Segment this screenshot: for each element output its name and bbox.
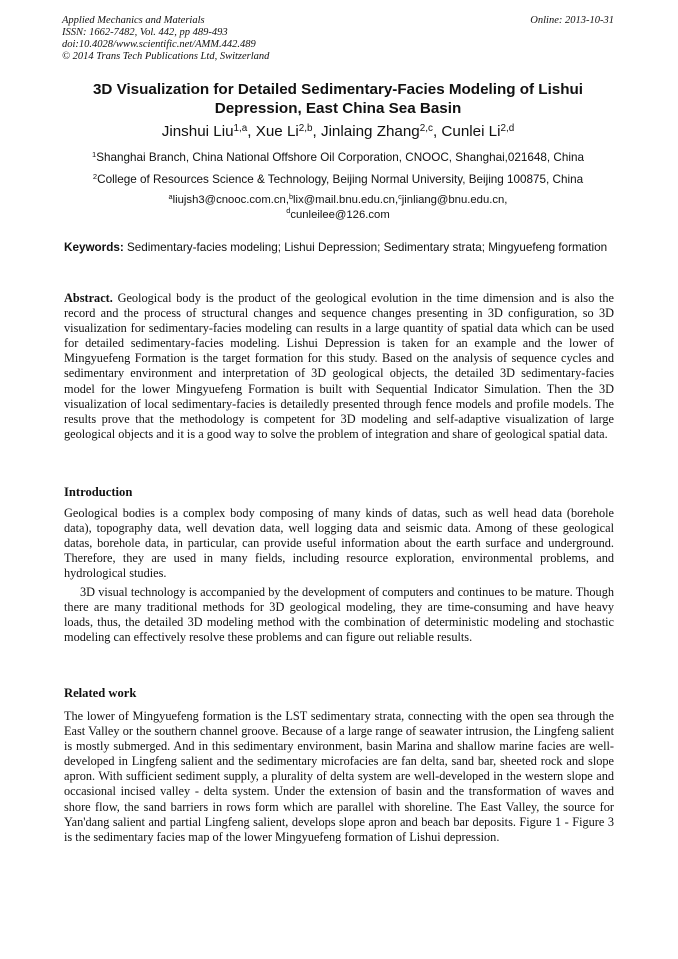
email-superscript: c	[398, 191, 402, 201]
email-address[interactable]: jinliang@bnu.edu.cn,	[401, 194, 508, 206]
affiliation-text: Shanghai Branch, China National Offshore Oil Corporation, CNOOC, Shanghai,021648, China	[96, 151, 584, 164]
affiliation-text: College of Resources Science & Technology, Beijing Normal University, Beijing 100875, China	[97, 173, 584, 186]
affiliation-2	[62, 172, 614, 187]
author-superscript: 2,c	[419, 122, 433, 134]
keywords	[64, 240, 614, 255]
author-superscript: 1,a	[233, 122, 248, 134]
abstract	[64, 291, 614, 442]
email-line	[62, 208, 614, 223]
journal-header	[62, 15, 269, 63]
email-address[interactable]: lix@mail.bnu.edu.cn,	[293, 194, 399, 206]
keywords-label: Keywords:	[64, 241, 124, 254]
email-superscript: d	[286, 206, 291, 216]
abstract-text: Geological body is the product of the geological evolution in the time dimension and is also the record and the process of structural changes and sequence changes presenting in 3D configuration, so 3D visualization for sedimentary-facies modeling can results in a large quantity of spatial data which can be used for detailed sedimentary-facies modeling. Lishui Depression is taken for an example and the lower of Mingyuefeng Formation is the target formation for this study. Based on the analysis of sequence cycles and sedimentary environment and interpretation of 3D geological objects, the detailed 3D sedimentary-facies model for the lower Mingyuefeng Formation is built with Sequential Indicator Simulation. Then the 3D visualization of local sedimentary-facies is detailedly presented through fence models and profile models. The results prove that the methodology is competent for 3D modeling and self-adaptive visualization of large geological objects and it is a good way to solve the problem of integration and share of geological spatial data.	[64, 291, 614, 441]
related-work-paragraph-1: The lower of Mingyuefeng formation is the LST sedimentary strata, connecting with the open sea through the East Valley or the southern channel groove. Because of a large range of seawater intrusion, the Lingfeng salient is mostly submerged. And in this sedimentary environment, basin Marina and shallow marine facies are well-developed in Lingfeng salient and the sedimentary microfacies are fan delta, sand bar, sheeted rock and slope apron. With sufficient sediment supply, a plurality of delta system are well-developed in the western slope and occasional incised valley - delta system. Under the extension of basin and the transformation of waves and shore flow, the sand barriers in rows form which are parallel with shoreline. The East Valley, the source for Yan'dang salient and partial Lingfeng salient, develops slope apron and beach bar deposits. Figure 1 - Figure 3 is the sedimentary facies map of the lower Mingyuefeng formation of Lishui depression.	[64, 709, 614, 844]
email-superscript: b	[288, 191, 294, 201]
journal-name: Applied Mechanics and Materials	[62, 15, 205, 26]
author-separator: ,	[312, 123, 321, 140]
author-name: Xue Li	[255, 123, 299, 140]
email-superscript: a	[168, 191, 173, 201]
introduction-paragraph-2: 3D visual technology is accompanied by the development of computers and continues to be mature. Though there are many traditional methods for 3D geological modeling, they are time-consuming and have heavy loads, thus, the detailed 3D modeling method with the combination of deterministic modeling and stochastic modeling can effectively resolve these problems and can figure out reliable results.	[64, 585, 614, 645]
email-line	[62, 193, 614, 208]
author-name: Cunlei Li	[441, 123, 501, 140]
author-separator: ,	[247, 123, 256, 140]
author-list	[62, 122, 614, 142]
author-superscript: 2,b	[298, 122, 313, 134]
introduction-paragraph-1: Geological bodies is a complex body composing of many kinds of datas, such as well head data (borehole data), topography data, well devation data, well logging data and seismic data. Among of these geological datas, borehole data, in particular, can provide useful information about the earth surface and underground. Therefore, they are used in many fields, including resource exploration, environmental problems, and hydrological studies.	[64, 506, 614, 581]
email-address[interactable]: cunleilee@126.com	[290, 208, 390, 221]
keywords-text: Sedimentary-facies modeling; Lishui Depression; Sedimentary strata; Mingyuefeng formation	[123, 241, 608, 254]
author-name: Jinlaing Zhang	[320, 123, 420, 140]
online-date: Online: 2013-10-31	[530, 15, 614, 26]
journal-doi[interactable]: doi:10.4028/www.scientific.net/AMM.442.489	[62, 39, 256, 50]
affiliation-1	[62, 150, 614, 165]
author-emails	[62, 193, 614, 222]
author-separator: ,	[432, 123, 442, 140]
journal-copyright: © 2014 Trans Tech Publications Ltd, Switzerland	[62, 51, 270, 62]
email-address[interactable]: liujsh3@cnooc.com.cn,	[172, 194, 289, 206]
section-heading-related-work: Related work	[64, 686, 137, 700]
affiliation-superscript: 2	[92, 171, 98, 181]
section-heading-introduction: Introduction	[64, 485, 133, 499]
paper-title: 3D Visualization for Detailed Sedimentary-Facies Modeling of Lishui Depression, East China Sea Basin	[92, 81, 584, 117]
author-superscript: 2,d	[500, 122, 515, 134]
journal-issn: ISSN: 1662-7482, Vol. 442, pp 489-493	[62, 27, 228, 38]
abstract-label: Abstract.	[64, 291, 113, 305]
author-name: Jinshui Liu	[161, 123, 234, 140]
affiliation-superscript: 1	[92, 149, 97, 159]
